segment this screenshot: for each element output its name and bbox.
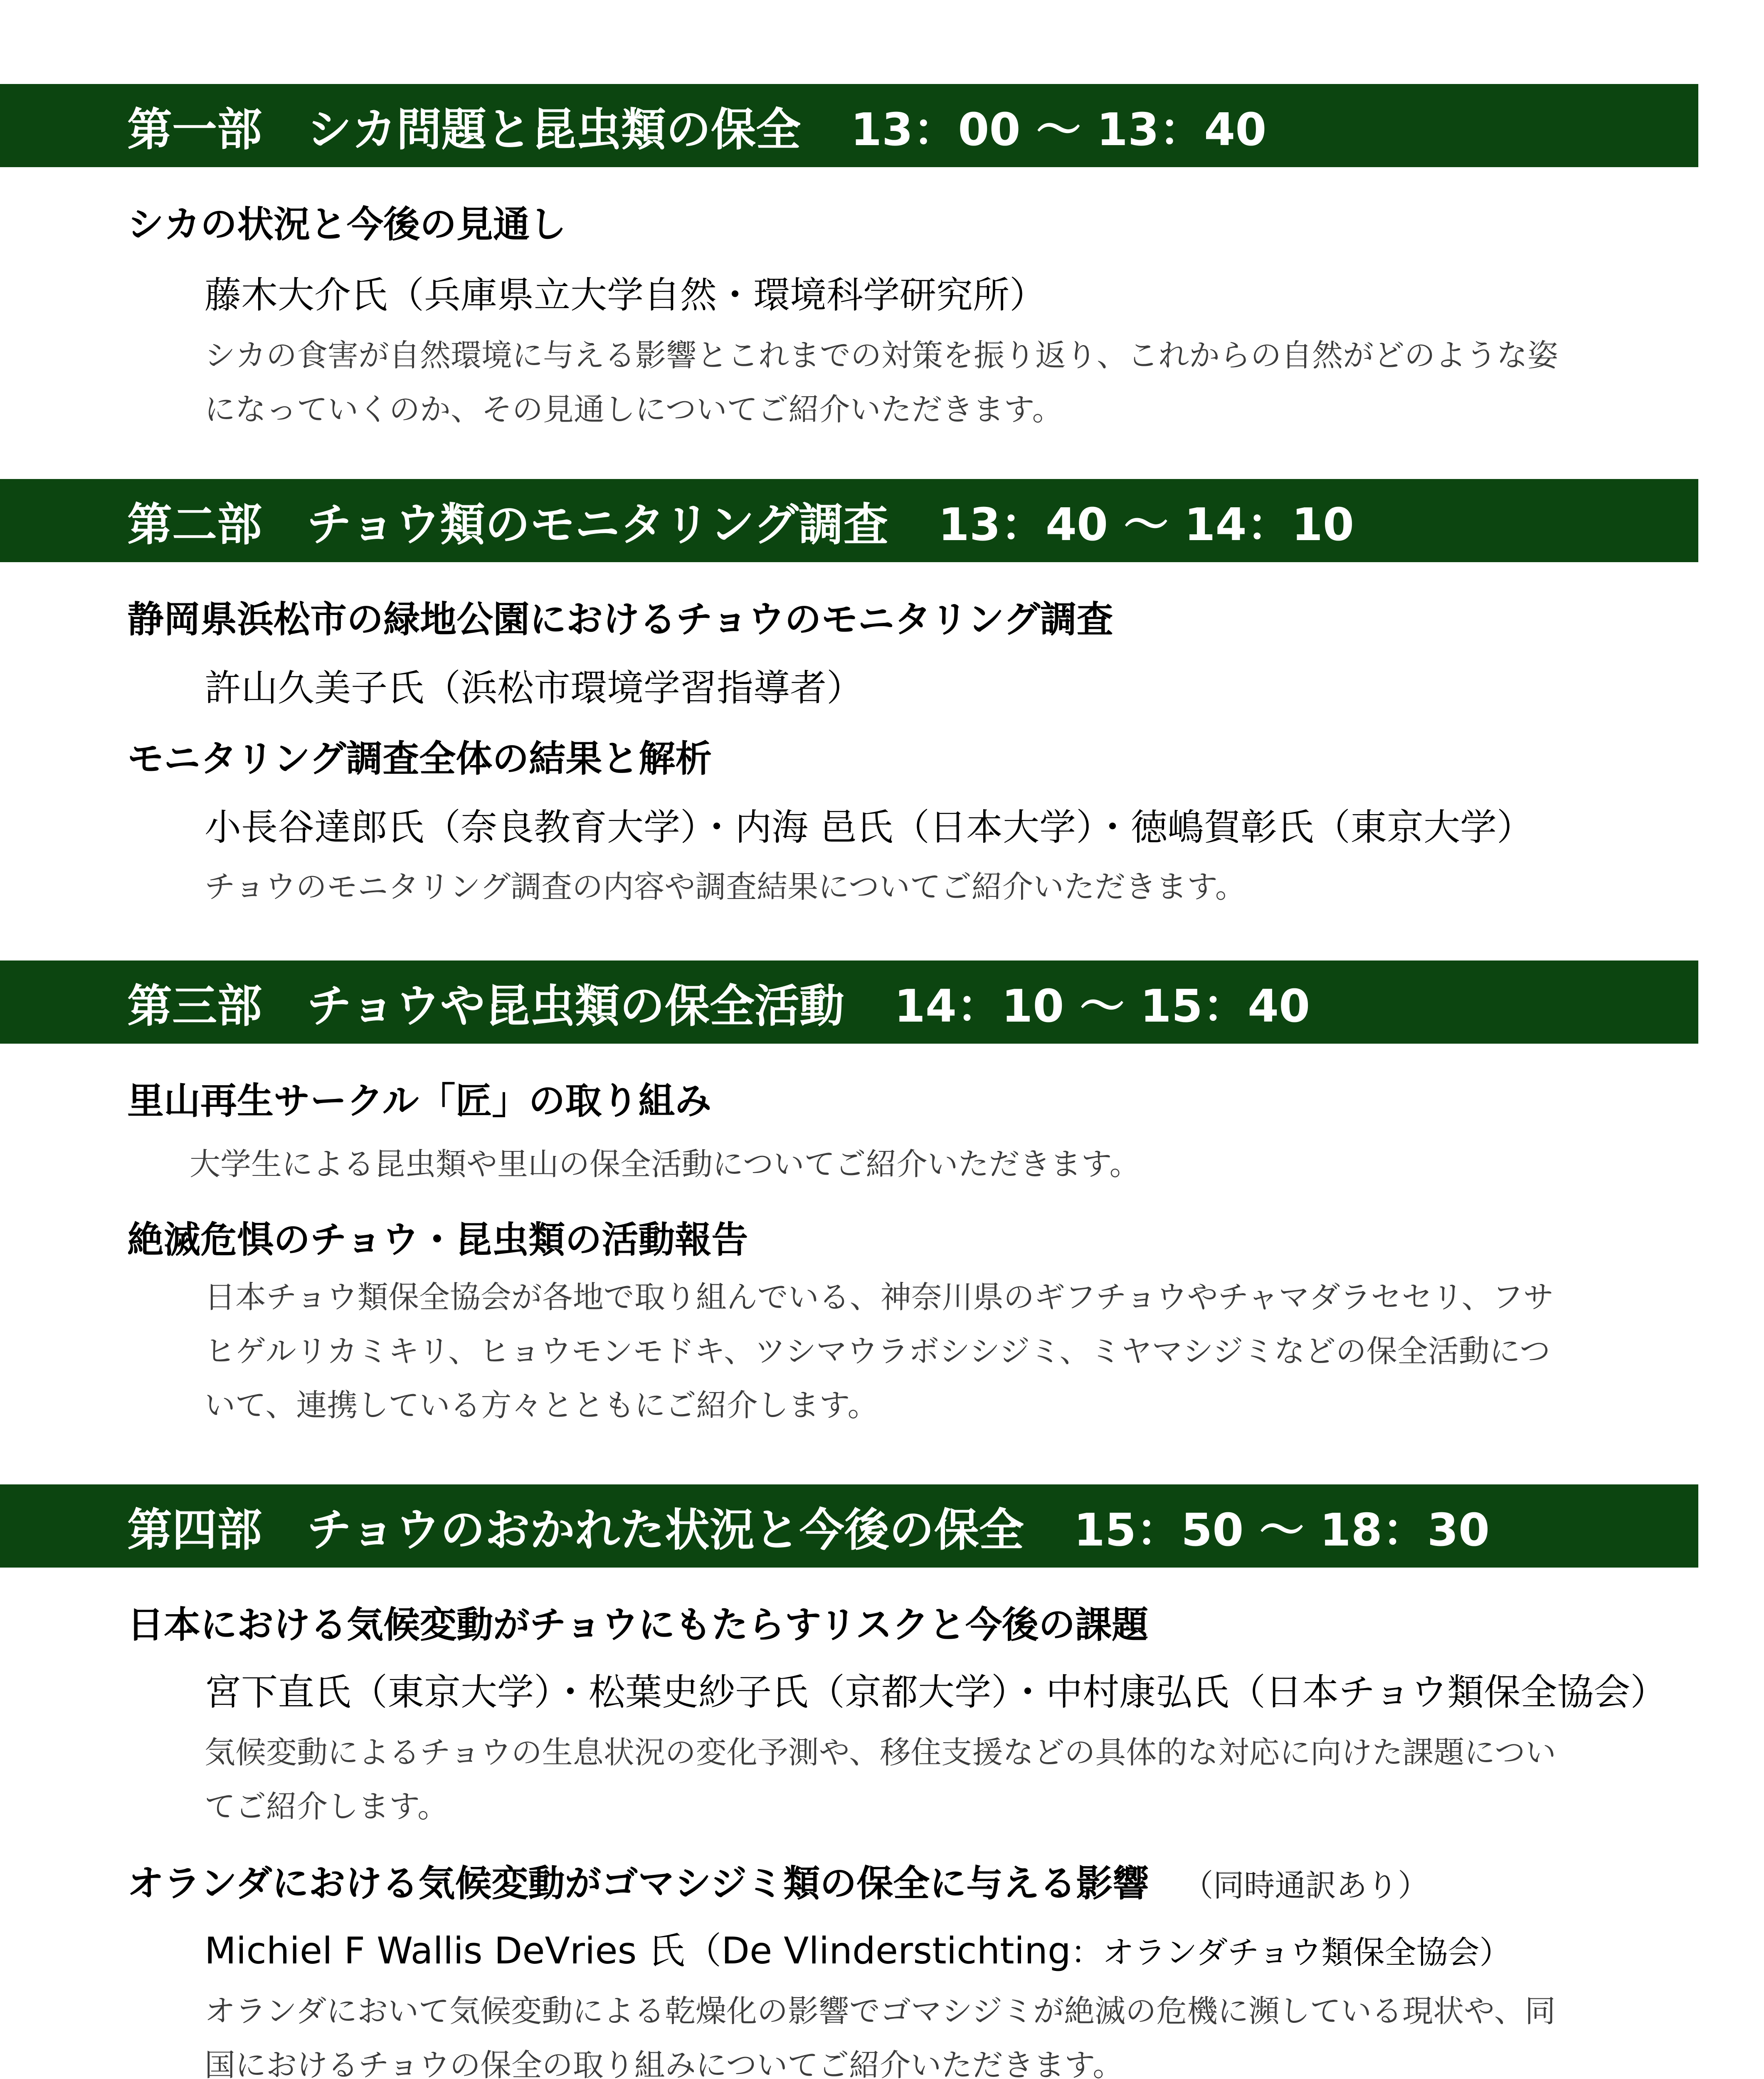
session-title: 静岡県浜松市の緑地公園におけるチョウのモニタリング調査 [127, 598, 1113, 641]
session-description: 気候変動によるチョウの生息状況の変化予測や、移住支援などの具体的な対応に向けた課題につい てご紹介します。 [205, 1735, 1556, 1825]
session-title: モニタリング調査全体の結果と解析 [127, 737, 712, 780]
session-title: 絶滅危惧のチョウ・昆虫類の活動報告 [127, 1218, 748, 1261]
session-description: オランダにおいて気候変動による乾燥化の影響でゴマシジミが絶滅の危機に瀕している現状や、同 国におけるチョウの保全の取り組みについてご紹介いただきます。 [205, 1993, 1556, 2079]
interpretation-note: （同時通訳あり） [1182, 1868, 1429, 1904]
session-title: シカの状況と今後の見通し [127, 203, 567, 246]
speaker: 宮下直氏（東京大学）・松葉史紗子氏（京都大学）・中村康弘氏（日本チョウ類保全協会） [205, 1671, 1667, 1714]
section-title: 第二部 チョウ類のモニタリング調査 [127, 499, 888, 551]
session-description: チョウのモニタリング調査の内容や調査結果についてご紹介いただきます。 [205, 869, 1246, 905]
section-header-part2 [0, 479, 1698, 562]
section-time: 14：10 〜 15：40 [894, 980, 1310, 1032]
session-description: 日本チョウ類保全協会が各地で取り組んでいる、神奈川県のギフチョウやチャマダラセセリ、フサ ヒゲルリカミキリ、ヒョウモンモドキ、ツシマウラボシシジミ、ミヤマシジミなどの保全活動につ いて、連携している方々とともにご紹介します。 [205, 1279, 1554, 1423]
speaker: Michiel F Wallis DeVries 氏（De Vlinderstichting：オランダチョウ類保全協会） [205, 1929, 1511, 1972]
section-header-part4 [0, 1484, 1698, 1568]
section-header-part3 [0, 960, 1698, 1044]
speaker: 許山久美子氏（浜松市環境学習指導者） [205, 667, 863, 709]
section-title: 第一部 シカ問題と昆虫類の保全 [127, 104, 801, 156]
section-title: 第四部 チョウのおかれた状況と今後の保全 [127, 1504, 1024, 1556]
section-title: 第三部 チョウや昆虫類の保全活動 [127, 980, 844, 1032]
section-time: 13：40 〜 14：10 [938, 499, 1354, 551]
session-description: 大学生による昆虫類や里山の保全活動についてご紹介いただきます。 [190, 1146, 1140, 1182]
session-title: 日本における気候変動がチョウにもたらすリスクと今後の課題 [127, 1603, 1149, 1646]
session-title: オランダにおける気候変動がゴマシジミ類の保全に与える影響 （同時通訳あり） [127, 1862, 1429, 1905]
session-title: 里山再生サークル「匠」の取り組み [127, 1079, 712, 1122]
speaker: 小長谷達郎氏（奈良教育大学）・内海 邑氏（日本大学）・徳嶋賀彰氏（東京大学） [205, 806, 1533, 849]
speaker: 藤木大介氏（兵庫県立大学自然・環境科学研究所） [205, 274, 1046, 316]
section-header-part1 [0, 84, 1698, 167]
section-time: 13：00 〜 13：40 [851, 104, 1267, 156]
session-description: シカの食害が自然環境に与える影響とこれまでの対策を振り返り、これからの自然がどのような姿 になっていくのか、その見通しについてご紹介いただきます。 [205, 338, 1558, 427]
section-time: 15：50 〜 18：30 [1073, 1504, 1490, 1556]
